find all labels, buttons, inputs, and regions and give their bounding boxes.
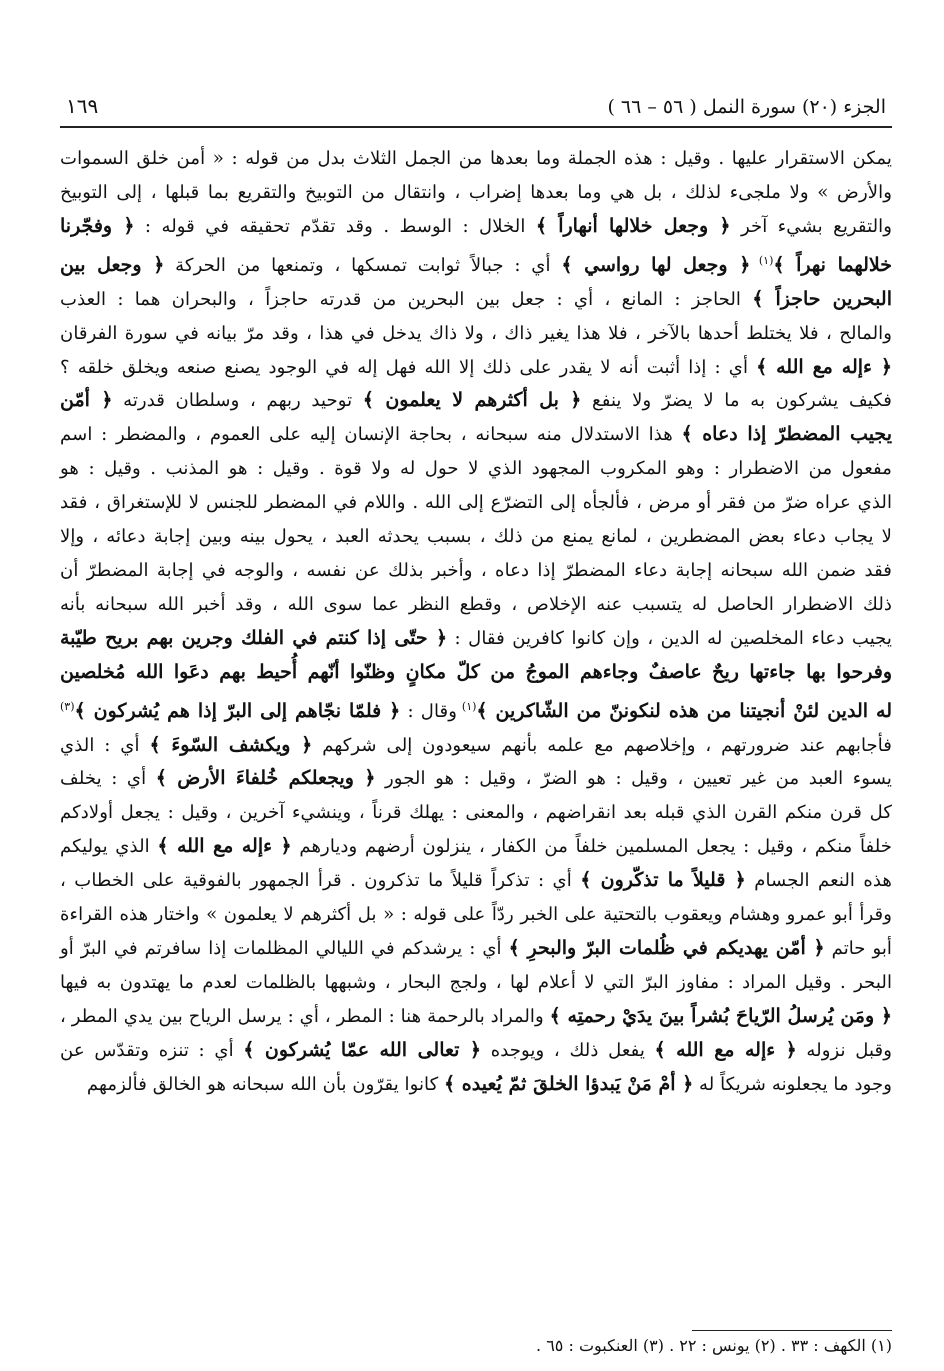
- book-page: [60, 88, 893, 1355]
- text-segment: هذا الاستدلال منه سبحانه ، بحاجة الإنسان إليه على العموم ، والمضطر : اسم: [60, 424, 682, 446]
- text-line: [60, 690, 892, 729]
- quran-quote: ﴿ ومَن يُرسلُ الرّياحَ بُشراً بينَ يدَيْ رحمتِه ﴾: [549, 1004, 893, 1027]
- text-line: [60, 520, 892, 554]
- text-line: [60, 656, 892, 690]
- quran-quote: خلالهما نهراً ﴾: [773, 253, 892, 276]
- text-segment: هذه النعم الجسام: [745, 870, 892, 892]
- footnote-rule: [692, 1330, 892, 1331]
- text-segment: فكيف يشركون به ما لا يضرّ ولا ينفع: [581, 390, 893, 412]
- quran-quote: ﴿ أمّن يهديكم في ظُلمات البرّ والبحرِ ﴾: [508, 936, 825, 959]
- text-segment: مفعول من الاضطرار : وهو المكروب المجهود الذي لا حول له ولا قوة . وقيل : هو المذنب . وقيل : هو: [60, 458, 892, 480]
- quran-quote: ﴿ وفجّرنا: [60, 214, 135, 237]
- text-segment: الذي يوليكم: [60, 836, 158, 858]
- text-line: [60, 452, 892, 486]
- quran-quote: وفرحوا بها جاءتها ريحٌ عاصفٌ وجاءهم الموجُ من كلّ مكانٍ وظنّوا أنّهم أُحيط بهم دعَوا الله مُخلصين: [60, 660, 892, 683]
- quran-quote: ﴿ ويجعلكم خُلفاءَ الأرض ﴾: [155, 767, 376, 790]
- text-segment: أي : يرشدكم في الليالي المظلمات إذا سافرتم في البرّ أو: [60, 937, 509, 959]
- quran-quote: له الدين لئنْ أنجيتنا من هذه لنكوننّ من الشّاكرين ﴾: [476, 699, 892, 722]
- text-line: [60, 210, 892, 244]
- quran-quote: ﴿ وجعل بين: [60, 253, 165, 276]
- text-segment: أي : جبالاً ثوابت تمسكها ، وتمنعها من الحركة: [164, 254, 562, 276]
- text-line: [60, 830, 892, 864]
- footnote-ref: (١): [750, 253, 774, 267]
- text-line: [60, 176, 892, 210]
- quran-quote: ﴿ بل أكثرهم لا يعلمون ﴾: [362, 389, 582, 412]
- text-segment: الخلال : الوسط . وقد تقدّم تحقيقه في قوله :: [134, 215, 536, 237]
- text-line: [60, 932, 892, 966]
- text-segment: والأرض » ولا ملجىء لذلك ، بل هي وما بعدها إضراب ، وانتقال من التوبيخ والتقريع بما قبلها ، إلى التوبيخ: [60, 181, 892, 203]
- quran-quote: ﴿ ءإله مع الله ﴾: [157, 835, 292, 858]
- text-line: [60, 317, 892, 351]
- text-segment: يمكن الاستقرار عليها . وقيل : هذه الجملة وما بعدها من الجمل الثلاث بدل من قوله : « أمن خلق السموات: [60, 148, 892, 169]
- text-segment: والمالح ، فلا يختلط أحدها بالآخر ، فلا هذا يغير ذاك ، ولا ذاك يدخل في هذا ، وقد مرّ بيانه في سورة الفرقان: [60, 322, 892, 344]
- text-line: [60, 244, 892, 283]
- header-rule: [60, 126, 892, 128]
- text-segment: وجود ما يجعلونه شريكاً له: [693, 1073, 892, 1095]
- text-segment: خلفاً منكم ، وقيل : يجعل المسلمين خلفاً من الكفار ، ينزلون أرضهم وديارهم: [291, 836, 892, 858]
- quran-quote: ﴿ ءإله مع الله ﴾: [654, 1038, 797, 1061]
- text-line: [60, 142, 892, 176]
- text-segment: أبو حاتم: [824, 937, 892, 959]
- text-segment: أي : تنزه وتقدّس عن: [60, 1039, 244, 1061]
- text-segment: كل قرن منكم القرن الذي قبله بعد انقراضهم ، والمعنى : يهلك قرناً ، وينشيء آخرين ، وقيل : يجعل أولادكم: [60, 802, 892, 824]
- quran-quote: ﴿ أمّن: [60, 389, 113, 412]
- text-segment: وقال :: [400, 700, 458, 722]
- text-segment: الحاجز : المانع ، أي : جعل بين البحرين من قدرته حاجزاً ، والبحران هما : العذب: [60, 288, 753, 310]
- text-line: [60, 729, 892, 763]
- text-segment: يفعل ذلك ، ويوجده: [481, 1039, 655, 1061]
- text-segment: ذلك الاضطرار الحاصل له يتسبب عنه الإخلاص ، وقطع النظر عما سوى الله ، وقد أخبر الله سبحانه بأنه: [60, 593, 892, 615]
- text-line: [60, 351, 892, 385]
- text-line: [60, 554, 892, 588]
- text-line: [60, 622, 892, 656]
- text-segment: يجيب دعاء المخلصين له الدين ، وإن كانوا كافرين فقال :: [447, 627, 892, 649]
- quran-quote: ﴿ ويكشف السّوءَ ﴾: [149, 733, 313, 756]
- text-line: [60, 1068, 892, 1102]
- text-segment: كانوا يقرّون بأن الله سبحانه هو الخالق فألزمهم: [86, 1073, 445, 1095]
- text-segment: البحر . وقيل المراد : مفاوز البرّ التي لا أعلام لها ، ولجج البحار ، وشبهها بالظلمات لعدم ما يهتدون به فيها: [60, 971, 892, 993]
- quran-quote: ﴿ فلمّا نجّاهم إلى البرّ إذا هم يُشركون ﴾: [74, 699, 401, 722]
- text-segment: أي : الذي: [60, 734, 150, 756]
- quran-quote: يجيب المضطرّ إذا دعاه ﴾: [681, 423, 892, 446]
- text-segment: الذي عراه ضرّ من فقر أو مرض ، فألجأه إلى التضرّع إلى الله . واللام في المضطر للجنس لا للإستغراق ، فقد: [60, 492, 892, 514]
- text-segment: والمراد بالرحمة هنا : المطر ، أي : يرسل الرياح بين يدي المطر ،: [60, 1005, 550, 1027]
- footnote-ref: (١): [457, 699, 477, 713]
- text-line: [60, 588, 892, 622]
- text-segment: فقد ضمن الله سبحانه إجابة دعاء المضطرّ إذا دعاه ، وأخبر بذلك عن نفسه ، والوجه في إجابة المضطرّ أن: [60, 559, 892, 581]
- text-segment: توحيد ربهم ، وسلطان قدرته: [112, 390, 363, 412]
- footnote-ref: (٣): [60, 699, 75, 713]
- page-header: [60, 88, 892, 126]
- text-line: [60, 966, 892, 1000]
- quran-quote: ﴿ تعالى الله عمّا يُشركون ﴾: [243, 1038, 482, 1061]
- text-segment: لا يجاب دعاء بعض المضطرين ، لمانع يمنع من ذلك ، بسبب يحدثه العبد ، يحول بينه وبين إجابة دعائه ، وإلا: [60, 526, 892, 548]
- text-segment: فأجابهم عند ضرورتهم ، وإخلاصهم مع علمه بأنهم سيعودون إلى شركهم: [312, 734, 893, 756]
- quran-quote: ﴿ ءإله مع الله ﴾: [756, 355, 892, 378]
- text-line: [60, 898, 892, 932]
- text-line: [60, 384, 892, 418]
- text-segment: أي : إذا أثبت أنه لا يقدر على ذلك إلا الله فهل إله في الوجود يصنع صنعه ويخلق خلقه ؟: [60, 356, 757, 378]
- text-segment: وقبل نزوله: [796, 1039, 892, 1061]
- text-segment: والتقريع بشيء آخر: [730, 215, 892, 237]
- quran-quote: ﴿ قليلاً ما تذكّرون ﴾: [580, 869, 746, 892]
- text-line: [60, 864, 892, 898]
- text-segment: يسوء العبد من غير تعيين ، وقيل : هو الضرّ ، وقيل : هو الجور: [375, 768, 892, 790]
- body-text: [60, 142, 892, 1102]
- quran-quote: ﴿ وجعل خلالها أنهاراً ﴾: [535, 214, 731, 237]
- footnotes: (١) الكهف : ٣٣ . (٢) يونس : ٢٢ . (٣) العنكبوت : ٦٥ .: [536, 1336, 892, 1355]
- quran-quote: ﴿ حتّى إذا كنتم في الفلك وجرين بهم بريح طيّبة: [60, 626, 448, 649]
- text-segment: وقرأ أبو عمرو وهشام ويعقوب بالتحتية على الخبر ردّاً على قوله : « بل أكثرهم لا يعلمون » واختار هذه القراءة: [60, 904, 892, 926]
- text-line: [60, 283, 892, 317]
- text-segment: أي : يخلف: [60, 768, 156, 790]
- quran-quote: ﴿ أمْ مَنْ يَبدؤا الخلقَ ثمّ يُعيده ﴾: [444, 1072, 694, 1095]
- text-line: [60, 762, 892, 796]
- text-line: [60, 486, 892, 520]
- text-line: [60, 796, 892, 830]
- text-line: [60, 1034, 892, 1068]
- page-number: ١٦٩: [66, 94, 99, 118]
- quran-quote: ﴿ وجعل لها رواسي ﴾: [561, 253, 751, 276]
- text-segment: أي : تذكراً قليلاً ما تذكرون . قرأ الجمهور بالفوقية على الخطاب ،: [60, 870, 581, 892]
- quran-quote: البحرين حاجزاً ﴾: [752, 287, 892, 310]
- text-line: [60, 418, 892, 452]
- running-title: الجزء (٢٠) سورة النمل ( ٥٦ – ٦٦ ): [607, 96, 886, 118]
- text-line: [60, 1000, 892, 1034]
